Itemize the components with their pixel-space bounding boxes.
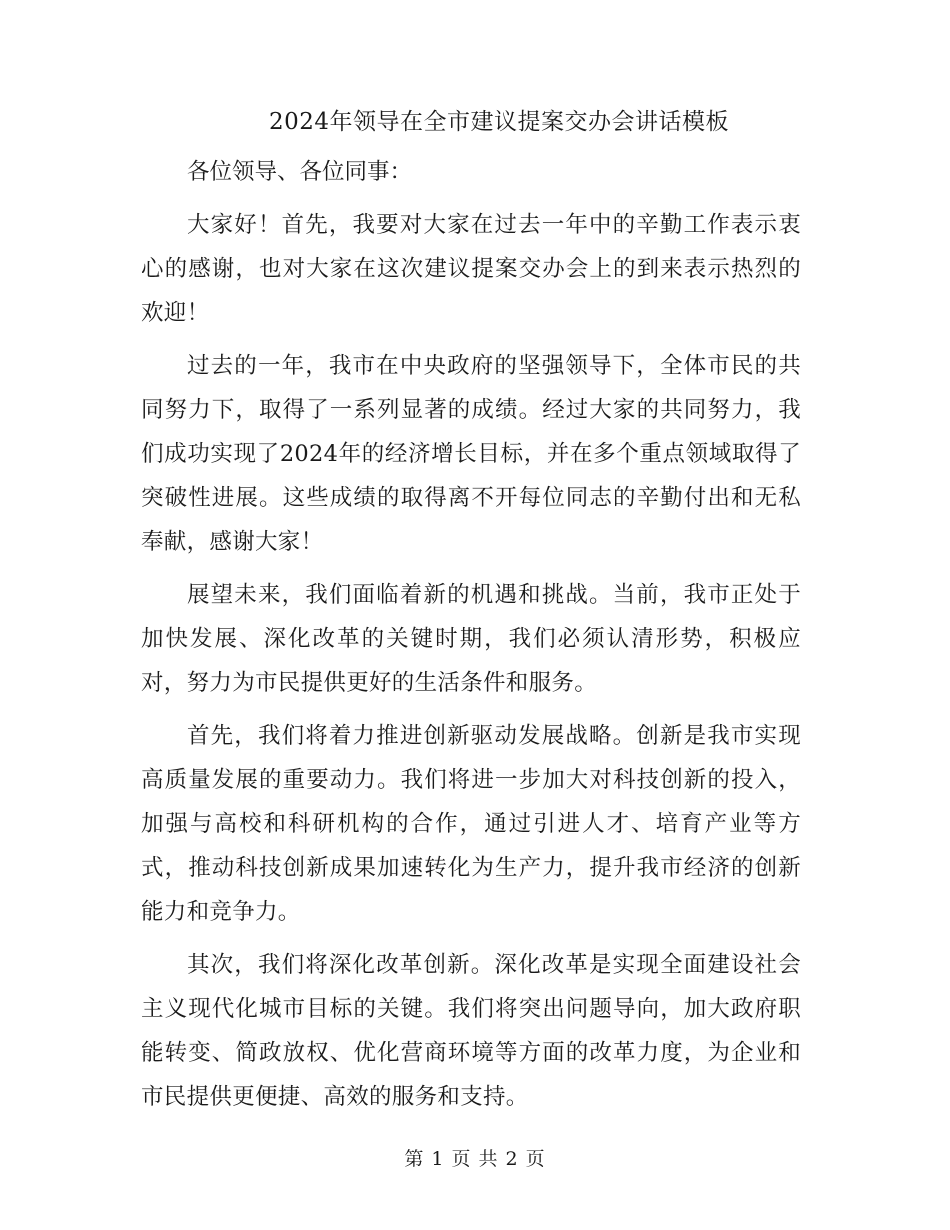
paragraph-greeting: 大家好！首先，我要对大家在过去一年中的辛勤工作表示衷心的感谢，也对大家在这次建议提案交办会上的到来表示热烈的欢迎！ [141,212,801,326]
paragraph-innovation: 首先，我们将着力推进创新驱动发展战略。创新是我市实现高质量发展的重要动力。我们将进一步加大对科技创新的投入，加强与高校和科研机构的合作，通过引进人才、培育产业等方式，推动科技创新成果加速转化为生产力，提升我市经济的创新能力和竞争力。 [141,723,801,925]
document-title: 2024年领导在全市建议提案交办会讲话模板 [268,109,730,135]
page-number-footer: 第 1 页 共 2 页 [404,1148,546,1170]
paragraph-outlook: 展望未来，我们面临着新的机遇和挑战。当前，我市正处于加快发展、深化改革的关键时期，我们必须认清形势，积极应对，努力为市民提供更好的生活条件和服务。 [141,582,801,696]
paragraph-reform: 其次，我们将深化改革创新。深化改革是实现全面建设社会主义现代化城市目标的关键。我们将突出问题导向，加大政府职能转变、简政放权、优化营商环境等方面的改革力度，为企业和市民提供更便捷、高效的服务和支持。 [141,952,801,1110]
paragraph-achievements: 过去的一年，我市在中央政府的坚强领导下，全体市民的共同努力下，取得了一系列显著的成绩。经过大家的共同努力，我们成功实现了2024年的经济增长目标，并在多个重点领域取得了突破性进展。这些成绩的取得离不开每位同志的辛勤付出和无私奉献，感谢大家！ [141,353,801,555]
salutation: 各位领导、各位同事： [187,159,413,185]
document-body [141,150,801,1128]
